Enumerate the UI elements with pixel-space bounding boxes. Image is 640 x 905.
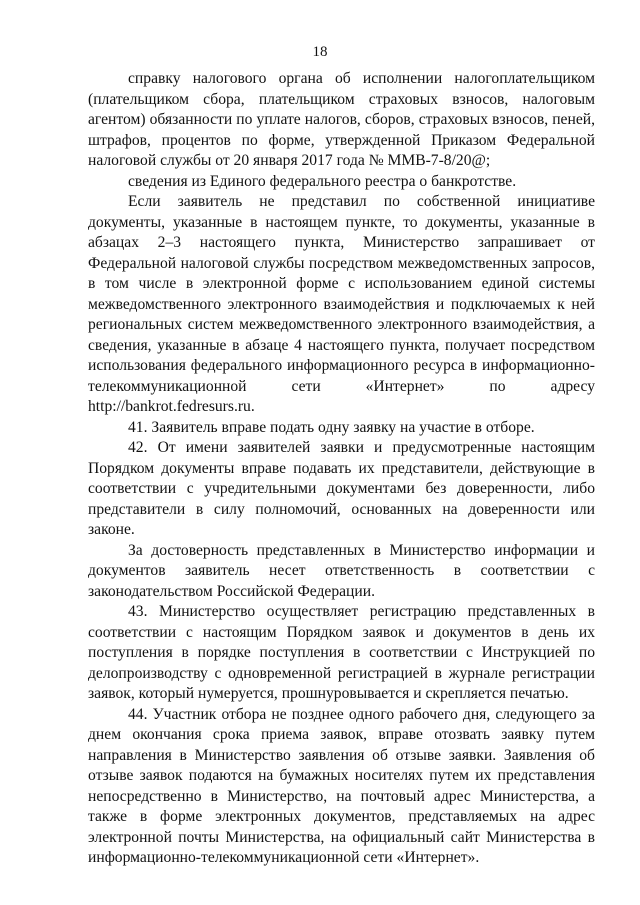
paragraph-43: 43. Министерство осуществляет регистрацию представленных в соответствии с настоящим Порядком заявок и документов в день их поступления в порядке поступления в соответствии с Инструкцией по делопроизводству с одновременной регистрацией в журнале регистрации заявок, который нумеруется, прошнуровывается и скрепляется печатью.	[88, 603, 595, 702]
paragraph-41: 41. Заявитель вправе подать одну заявку на участие в отборе.	[128, 418, 535, 436]
paragraph-responsibility: За достоверность представленных в Министерство информации и документов заявитель несет ответственность в соответствии с законодательством Российской Федерации.	[88, 541, 595, 600]
paragraph-42: 42. От имени заявителей заявки и предусмотренные настоящим Порядком документы вправе подавать их представители, действующие в соответствии с учредительными документами без доверенности, либо представители в силу полномочий, основанных на доверенности или законе.	[88, 439, 595, 538]
paragraph-bankruptcy-registry: сведения из Единого федерального реестра о банкротстве.	[128, 172, 517, 190]
paragraph-interagency-requests: Если заявитель не представил по собственной инициативе документы, указанные в настоящем пункте, то документы, указанные в абзацах 2–3 настоящего пункта, Министерство запрашивает от Федеральной налоговой службы посредством межведомственных запросов, в том числе в электронной форме с использованием единой системы межведомственного электронного взаимодействия и подключаемых к ней региональных систем межведомственного электронного взаимодействия, а сведения, указанные в абзаце 4 настоящего пункта, получает посредством использования федерального информационного ресурса в информационно-телекоммуникационной сети «Интернет» по адресу http://bankrot.fedresurs.ru.	[88, 193, 595, 415]
paragraph-tax-certificate: справку налогового органа об исполнении налогоплательщиком (плательщиком сбора, плательщиком страховых взносов, налоговым агентом) обязанности по уплате налогов, сборов, страховых взносов, пеней, штрафов, процентов по форме, утвержденной Приказом Федеральной налоговой службы от 20 января 2017 года № ММВ-7-8/20@;	[88, 70, 595, 169]
page-number: 18	[312, 44, 328, 60]
paragraph-44: 44. Участник отбора не позднее одного рабочего дня, следующего за днем окончания срока приема заявок, вправе отозвать заявку путем направления в Министерство заявления об отзыве заявки. Заявления об отзыве заявок подаются на бумажных носителях путем их представления непосредственно в Министерство, на почтовый адрес Министерства, а также в форме электронных документов, представляемых на адрес электронной почты Министерства, на официальный сайт Министерства в информационно-телекоммуникационной сети «Интернет».	[88, 705, 595, 866]
document-body	[88, 69, 595, 869]
